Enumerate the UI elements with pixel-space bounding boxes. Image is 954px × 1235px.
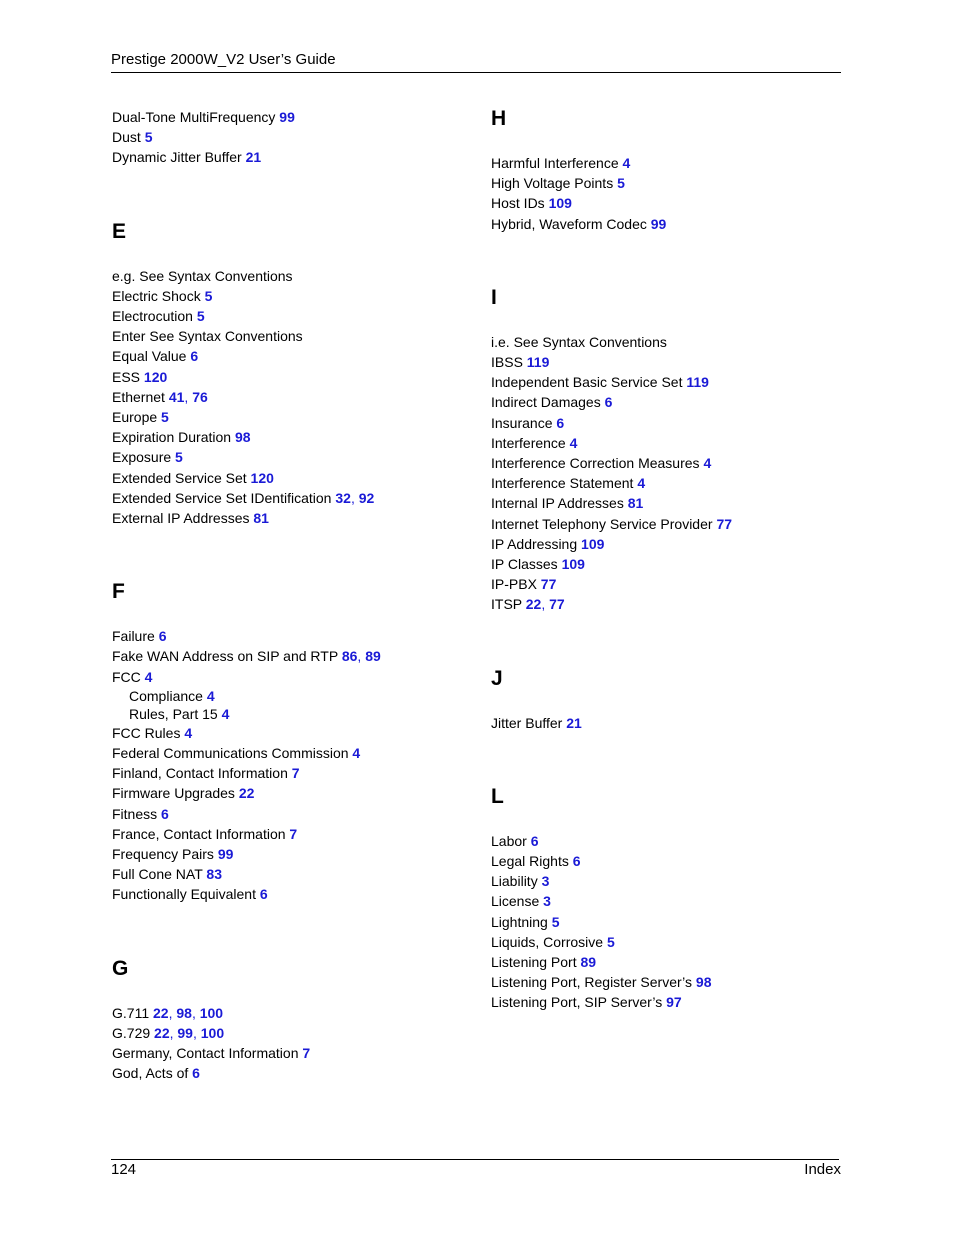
page-link[interactable]: 119	[686, 374, 709, 391]
index-entry	[491, 433, 851, 453]
entry-term: Interference Statement	[491, 475, 634, 492]
entry-term: Finland, Contact Information	[112, 765, 288, 782]
page-link[interactable]: 4	[352, 745, 361, 762]
entry-term: Indirect Damages	[491, 394, 601, 411]
page-link[interactable]: 7	[302, 1045, 311, 1062]
page-link[interactable]: 5	[161, 409, 169, 426]
index-entry	[491, 493, 851, 513]
page-link[interactable]: 4	[144, 668, 153, 685]
page-link[interactable]: 5	[175, 449, 183, 466]
section-letter: H	[491, 107, 507, 130]
index-section	[112, 580, 472, 904]
entry-term: Harmful Interference	[491, 155, 619, 171]
page-link[interactable]: 22	[525, 596, 542, 613]
page-link[interactable]: 4	[184, 724, 193, 741]
page-link[interactable]: 89	[580, 954, 597, 971]
index-entry	[491, 891, 851, 911]
index-entry	[112, 824, 472, 844]
header-divider	[111, 72, 841, 73]
index-entry	[491, 912, 851, 932]
entry-term: Germany, Contact Information	[112, 1045, 299, 1062]
entry-term: Independent Basic Service Set	[491, 374, 683, 391]
page-link[interactable]: 41	[168, 388, 185, 405]
index-entry	[491, 851, 851, 871]
index-entry	[112, 468, 472, 488]
running-header	[111, 50, 841, 70]
page-number: 124	[111, 1161, 137, 1178]
entry-term: Listening Port, SIP Server’s	[491, 994, 663, 1011]
entry-term: Lightning	[491, 913, 548, 930]
index-entry	[491, 332, 851, 352]
index-section	[491, 286, 851, 615]
section-letter: G	[112, 956, 129, 980]
page-link[interactable]: 6	[604, 394, 613, 411]
index-entry	[491, 992, 851, 1012]
entry-term: Exposure	[112, 449, 172, 466]
index-entry	[491, 514, 851, 534]
page-link[interactable]: 5	[606, 933, 615, 950]
entry-term: Expiration Duration	[112, 429, 232, 446]
index-entry	[491, 214, 851, 234]
entry-term: License	[491, 893, 540, 910]
index-entry	[112, 743, 472, 763]
page-link[interactable]: 119	[526, 354, 550, 371]
index-entry	[112, 147, 472, 167]
page-link[interactable]: 6	[259, 886, 268, 903]
index-entry	[491, 173, 851, 193]
entry-term: FCC	[112, 668, 141, 685]
entry-term: Fake WAN Address on SIP and RTP	[112, 648, 338, 665]
entry-term: Ethernet	[112, 388, 165, 405]
page-link[interactable]: 98	[176, 1004, 192, 1021]
entry-term: Internet Telephony Service Provider	[491, 515, 713, 532]
index-entry	[112, 427, 472, 447]
entry-term: G.711	[112, 1004, 150, 1021]
entry-term: ITSP	[491, 596, 522, 613]
entry-term: Enter See Syntax Conventions	[112, 328, 303, 345]
index-entry: Fake WAN Address on SIP and RTP 86, 89	[112, 648, 381, 665]
page-link[interactable]: 77	[549, 596, 565, 613]
index-entry	[112, 723, 472, 743]
index-entry	[491, 193, 851, 213]
index-section	[112, 220, 472, 529]
page-link[interactable]: 99	[650, 215, 667, 232]
index-section	[112, 957, 472, 1084]
page-link[interactable]: 4	[622, 155, 631, 171]
entry-term: Full Cone NAT	[112, 866, 203, 883]
index-subentry	[112, 687, 472, 705]
index-entry	[491, 972, 851, 992]
page-link[interactable]: 100	[200, 1024, 225, 1041]
entry-term: France, Contact Information	[112, 825, 286, 842]
entry-term: Dynamic Jitter Buffer	[112, 149, 242, 166]
page-link[interactable]: 4	[637, 475, 646, 492]
index-entry	[491, 372, 851, 392]
index-entry: Ethernet 41, 76	[112, 388, 208, 405]
page-link[interactable]: 5	[617, 175, 625, 192]
entry-term: Host IDs	[491, 195, 545, 212]
page-link[interactable]: 6	[192, 1065, 200, 1082]
entry-term: Interference Correction Measures	[491, 455, 700, 472]
index-entry	[112, 667, 472, 687]
page-link[interactable]: 86	[341, 648, 358, 665]
page-link[interactable]: 7	[289, 825, 298, 842]
index-entry	[491, 534, 851, 554]
index-entry	[491, 952, 851, 972]
entry-term: e.g. See Syntax Conventions	[112, 267, 293, 284]
index-entry: G.729 22, 99, 100	[112, 1024, 225, 1041]
page-link[interactable]: 6	[572, 853, 581, 870]
page-link[interactable]: 32	[335, 489, 351, 506]
section-letter: E	[112, 219, 127, 243]
entry-term: Hybrid, Waveform Codec	[491, 215, 647, 232]
page-link[interactable]: 77	[540, 576, 557, 593]
entry-term: Dust	[112, 129, 141, 146]
guide-title: Prestige 2000W_V2 User’s Guide	[111, 51, 336, 68]
index-section	[491, 667, 851, 733]
index-entry	[491, 932, 851, 952]
index-entry	[491, 554, 851, 574]
index-subentry	[112, 705, 472, 723]
page-link[interactable]: 21	[566, 714, 582, 731]
page-link[interactable]: 97	[666, 994, 682, 1011]
index-entry	[112, 763, 472, 783]
entry-term: Electric Shock	[112, 287, 201, 304]
index-entry	[491, 473, 851, 493]
page-link[interactable]: 5	[551, 913, 560, 930]
entry-term: Federal Communications Commission	[112, 745, 349, 762]
index-entry	[491, 352, 851, 372]
index-entry: Extended Service Set IDentification 32, 92	[112, 489, 375, 506]
index-entry	[491, 871, 851, 891]
page-link[interactable]: 81	[627, 495, 644, 512]
index-entry	[112, 783, 472, 803]
section-letter: L	[491, 784, 504, 808]
index-entry	[112, 1063, 472, 1083]
entry-term: Liability	[491, 873, 538, 890]
entry-term: Equal Value	[112, 348, 187, 365]
entry-term: FCC Rules	[112, 724, 181, 741]
entry-term: Fitness	[112, 805, 158, 822]
entry-term: External IP Addresses	[112, 510, 250, 527]
entry-term: G.729	[112, 1024, 151, 1041]
entry-term: High Voltage Points	[491, 175, 614, 192]
entry-term: Internal IP Addresses	[491, 495, 624, 512]
page-link[interactable]: 89	[365, 648, 381, 665]
page-link[interactable]: 109	[548, 195, 572, 212]
page-link[interactable]: 109	[581, 535, 605, 552]
page-link[interactable]: 22	[154, 1024, 170, 1041]
entry-term: Listening Port, Register Server’s	[491, 974, 693, 991]
index-entry	[112, 626, 472, 646]
page-link[interactable]: 99	[279, 109, 295, 125]
page-link[interactable]: 100	[199, 1004, 224, 1021]
index-entry	[112, 266, 472, 286]
index-section	[491, 785, 851, 1013]
entry-term: i.e. See Syntax Conventions	[491, 333, 667, 350]
entry-term: Insurance	[491, 414, 553, 431]
page-link[interactable]: 6	[530, 832, 539, 849]
page-link[interactable]: 21	[245, 149, 262, 166]
entry-term: IP-PBX	[491, 576, 537, 593]
footer-divider	[111, 1159, 839, 1160]
index-entry	[112, 508, 472, 528]
page-link[interactable]: 7	[291, 765, 300, 782]
page-link[interactable]: 4	[206, 687, 215, 704]
entry-term: IBSS	[491, 354, 523, 371]
index-entry	[112, 107, 472, 127]
index-entry	[491, 413, 851, 433]
entry-term: Liquids, Corrosive	[491, 933, 604, 950]
entry-term: IP Addressing	[491, 535, 578, 552]
page-link[interactable]: 99	[217, 846, 234, 863]
page-link[interactable]: 98	[234, 429, 251, 446]
page-link[interactable]: 6	[190, 348, 199, 365]
page-link[interactable]: 6	[556, 414, 565, 431]
entry-term: Europe	[112, 409, 158, 426]
entry-term: Interference	[491, 434, 566, 451]
index-entry	[491, 392, 851, 412]
page-link[interactable]: 77	[716, 515, 733, 532]
page-link[interactable]: 92	[358, 489, 375, 506]
index-column-right	[491, 107, 851, 1013]
entry-term: Electrocution	[112, 308, 193, 325]
page-link[interactable]: 109	[561, 556, 585, 573]
page-link[interactable]: 6	[161, 805, 169, 822]
page-link[interactable]: 5	[204, 287, 213, 304]
page-link[interactable]: 76	[192, 388, 208, 405]
index-entry	[112, 804, 472, 824]
entry-term: Extended Service Set IDentification	[112, 489, 332, 506]
page-link[interactable]: 81	[253, 510, 269, 527]
index-entry	[112, 326, 472, 346]
entry-term: Rules, Part 15	[129, 705, 218, 722]
entry-term: IP Classes	[491, 556, 558, 573]
entry-term: Frequency Pairs	[112, 846, 214, 863]
section-letter: J	[491, 666, 503, 690]
page-link[interactable]: 22	[238, 785, 255, 802]
entry-term: Compliance	[129, 687, 203, 704]
index-entry	[112, 407, 472, 427]
index-entry	[112, 286, 472, 306]
index-entry: G.711 22, 98, 100	[112, 1004, 224, 1021]
page-link[interactable]: 99	[177, 1024, 193, 1041]
page-link[interactable]: 120	[143, 368, 168, 385]
index-entry	[112, 844, 472, 864]
page-link[interactable]: 22	[153, 1004, 169, 1021]
index-column-left	[112, 107, 472, 1084]
entry-term: Failure	[112, 628, 155, 645]
entry-term: Dual-Tone MultiFrequency	[112, 109, 276, 125]
entry-term: Jitter Buffer	[491, 714, 563, 731]
entry-term: Listening Port	[491, 954, 577, 971]
index-entry: ITSP 22, 77	[491, 596, 565, 613]
index-entry	[491, 713, 851, 733]
index-entry	[491, 153, 851, 173]
index-entry	[112, 884, 472, 904]
page-link[interactable]: 5	[196, 308, 205, 325]
section-letter: F	[112, 580, 125, 604]
page-link[interactable]: 4	[569, 434, 578, 451]
entry-term: God, Acts of	[112, 1065, 189, 1082]
index-entry	[491, 574, 851, 594]
index-entry	[112, 447, 472, 467]
page-link[interactable]: 4	[703, 455, 712, 472]
entry-term: Extended Service Set	[112, 469, 247, 486]
entry-term: Functionally Equivalent	[112, 886, 256, 903]
entry-term: Legal Rights	[491, 853, 569, 870]
entry-term: ESS	[112, 368, 141, 385]
section-letter: I	[491, 285, 497, 309]
index-entry	[491, 453, 851, 473]
index-section	[491, 107, 851, 234]
page-link[interactable]: 83	[206, 866, 222, 883]
index-entry	[112, 306, 472, 326]
page-link[interactable]: 4	[221, 705, 230, 722]
entry-term: Labor	[491, 832, 527, 849]
index-entry	[491, 831, 851, 851]
page-link[interactable]: 120	[250, 469, 274, 486]
index-entry	[112, 1043, 472, 1063]
page-link[interactable]: 98	[695, 974, 712, 991]
index-entry	[112, 346, 472, 366]
index-entry	[112, 367, 472, 387]
page-link[interactable]: 5	[144, 129, 153, 146]
page-link[interactable]: 6	[158, 628, 167, 645]
page-link[interactable]: 3	[541, 873, 550, 890]
section-name: Index	[804, 1161, 841, 1178]
index-entry	[112, 127, 472, 147]
page-link[interactable]: 3	[543, 893, 551, 910]
entry-term: Firmware Upgrades	[112, 785, 235, 802]
index-entry	[112, 864, 472, 884]
